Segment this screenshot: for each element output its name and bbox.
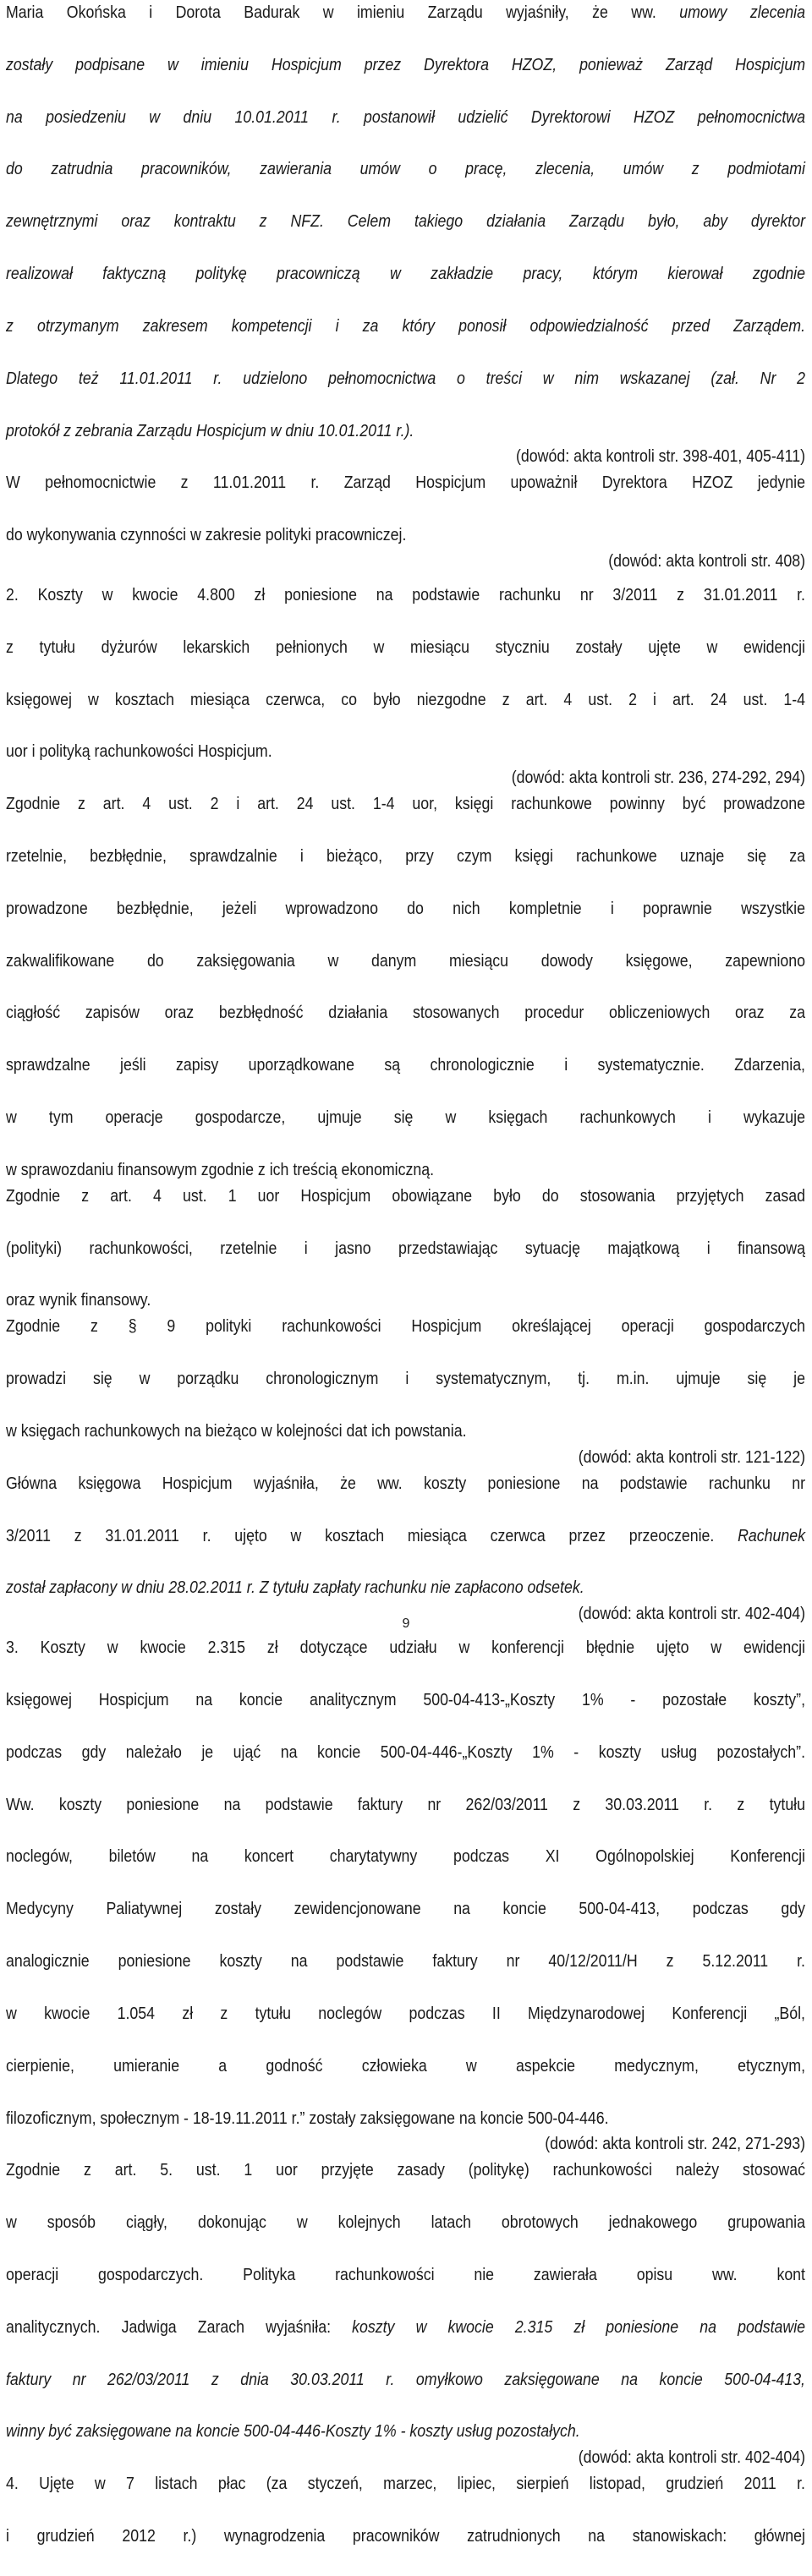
evidence-reference: (dowód: akta kontroli str. 242, 271-293) bbox=[545, 2135, 805, 2154]
text-line: Medycyny Paliatywnej zostały zewidencjonowane na koncie 500-04-413, podczas gdy bbox=[6, 1900, 805, 1919]
document-body bbox=[6, 0, 805, 2576]
text-line: rzetelnie, bezbłędnie, sprawdzalnie i bieżąco, przy czym księgi rachunkowe uznaje się za bbox=[6, 847, 805, 866]
evidence-reference: (dowód: akta kontroli str. 402-404) bbox=[578, 1605, 805, 1624]
text-line: oraz wynik finansowy. bbox=[6, 1291, 151, 1310]
text-line: analogicznie poniesione koszty na podstawie faktury nr 40/12/2011/H z 5.12.2011 r. bbox=[6, 1952, 805, 1972]
evidence-reference: (dowód: akta kontroli str. 402-404) bbox=[578, 2448, 805, 2468]
text-line: 4. Ujęte w 7 listach płac (za styczeń, marzec, lipiec, sierpień listopad, grudzień 2011 r. bbox=[6, 2475, 805, 2494]
text-line: i grudzień 2012 r.) wynagrodzenia pracowników zatrudnionych na stanowiskach: głównej bbox=[6, 2527, 805, 2546]
text-line: analitycznych. Jadwiga Zarach wyjaśniła: koszty w kwocie 2.315 zł poniesione na podstawie bbox=[6, 2317, 806, 2337]
text-line: (polityki) rachunkowości, rzetelnie i jasno przedstawiając sytuację majątkową i finansową bbox=[6, 1239, 805, 1258]
text-line: Zgodnie z § 9 polityki rachunkowości Hospicjum określającej operacji gospodarczych bbox=[6, 1317, 805, 1337]
evidence-reference: (dowód: akta kontroli str. 408) bbox=[608, 552, 805, 572]
text-line: cierpienie, umieranie a godność człowieka w aspekcie medycznym, etycznym, bbox=[6, 2056, 805, 2076]
text-line: Dlatego też 11.01.2011 r. udzielono pełnomocnictwa o treści w nim wskazanej (zał. Nr 2 bbox=[6, 369, 805, 388]
text-line: ciągłość zapisów oraz bezbłędność działania stosowanych procedur obliczeniowych oraz za bbox=[6, 1004, 805, 1023]
text-line: z tytułu dyżurów lekarskich pełnionych w miesiącu styczniu zostały ujęte w ewidencji bbox=[6, 637, 805, 657]
text-line: w kwocie 1.054 zł z tytułu noclegów podczas II Międzynarodowej Konferencji „Ból, bbox=[6, 2004, 805, 2023]
text-line: uor i polityką rachunkowości Hospicjum. bbox=[6, 742, 272, 762]
text-line: noclegów, biletów na koncert charytatywny podczas XI Ogólnopolskiej Konferencji bbox=[6, 1847, 805, 1867]
text-line: podczas gdy należało je ująć na koncie 500-04-446-„Koszty 1% - koszty usług pozostałych”. bbox=[6, 1742, 805, 1762]
text-line: zostały podpisane w imieniu Hospicjum przez Dyrektora HZOZ, ponieważ Zarząd Hospicjum bbox=[6, 55, 805, 74]
text-line: operacji gospodarczych. Polityka rachunkowości nie zawierała opisu ww. kont bbox=[6, 2265, 805, 2284]
text-line: sprawdzalne jeśli zapisy uporządkowane są chronologicznie i systematycznie. Zdarzenia, bbox=[6, 1056, 805, 1075]
page-number: 9 bbox=[402, 1616, 410, 1631]
text-line: w sposób ciągły, dokonując w kolejnych latach obrotowych jednakowego grupowania bbox=[6, 2213, 805, 2233]
text-line: do zatrudnia pracowników, zawierania umów o pracę, zlecenia, umów z podmiotami bbox=[6, 160, 805, 179]
text-line: Zgodnie z art. 4 ust. 2 i art. 24 ust. 1-4 uor, księgi rachunkowe powinny być prowadzone bbox=[6, 795, 805, 814]
text-line: protokół z zebrania Zarządu Hospicjum w dniu 10.01.2011 r.). bbox=[6, 421, 414, 440]
text-line: filozoficznym, społecznym - 18-19.11.2011 r.” zostały zaksięgowane na koncie 500-04-446. bbox=[6, 2108, 609, 2128]
text-line: 2. Koszty w kwocie 4.800 zł poniesione na podstawie rachunku nr 3/2011 z 31.01.2011 r. bbox=[6, 585, 805, 604]
text-line: został zapłacony w dniu 28.02.2011 r. Z tytułu zapłaty rachunku nie zapłacono odsetek. bbox=[6, 1578, 584, 1598]
text-line: Zgodnie z art. 4 ust. 1 uor Hospicjum obowiązane było do stosowania przyjętych zasad bbox=[6, 1186, 805, 1206]
text-line: z otrzymanym zakresem kompetencji i za który ponosił odpowiedzialność przed Zarządem. bbox=[6, 316, 805, 336]
text-line: zewnętrznymi oraz kontraktu z NFZ. Celem takiego działania Zarządu było, aby dyrektor bbox=[6, 212, 805, 232]
text-line: zakwalifikowane do zaksięgowania w danym miesiącu dowody księgowe, zapewniono bbox=[6, 951, 805, 971]
text-line: prowadzone bezbłędnie, jeżeli wprowadzono do nich kompletnie i poprawnie wszystkie bbox=[6, 899, 805, 918]
text-line: na posiedzeniu w dniu 10.01.2011 r. postanowił udzielić Dyrektorowi HZOZ pełnomocnictwa bbox=[6, 107, 805, 127]
text-line: do wykonywania czynności w zakresie polityki pracowniczej. bbox=[6, 526, 407, 545]
text-line: W pełnomocnictwie z 11.01.2011 r. Zarząd Hospicjum upoważnił Dyrektora HZOZ jedynie bbox=[6, 473, 805, 493]
evidence-reference: (dowód: akta kontroli str. 236, 274-292, 294) bbox=[511, 768, 805, 788]
text-line: w sprawozdaniu finansowym zgodnie z ich treścią ekonomiczną. bbox=[6, 1160, 435, 1179]
text-line: Maria Okońska i Dorota Badurak w imieniu Zarządu wyjaśniły, że ww. umowy zlecenia bbox=[6, 3, 805, 22]
text-line: księgowej w kosztach miesiąca czerwca, co było niezgodne z art. 4 ust. 2 i art. 24 ust. 1-4 bbox=[6, 690, 805, 709]
text-line: faktury nr 262/03/2011 z dnia 30.03.2011 r. omyłkowo zaksięgowane na koncie 500-04-413, bbox=[6, 2370, 805, 2389]
evidence-reference: (dowód: akta kontroli str. 398-401, 405-411) bbox=[516, 447, 805, 467]
text-line: Zgodnie z art. 5. ust. 1 uor przyjęte zasady (politykę) rachunkowości należy stosować bbox=[6, 2161, 805, 2180]
evidence-reference: (dowód: akta kontroli str. 121-122) bbox=[578, 1447, 805, 1467]
text-line: Główna księgowa Hospicjum wyjaśniła, że ww. koszty poniesione na podstawie rachunku nr bbox=[6, 1474, 805, 1493]
text-line: 3. Koszty w kwocie 2.315 zł dotyczące udziału w konferencji błędnie ujęto w ewidencji bbox=[6, 1638, 805, 1658]
text-line: winny być zaksięgowane na koncie 500-04-446-Koszty 1% - koszty usług pozostałych. bbox=[6, 2422, 580, 2442]
paragraph-gap bbox=[6, 575, 805, 582]
text-line: 3/2011 z 31.01.2011 r. ujęto w kosztach miesiąca czerwca przez przeoczenie. Rachunek bbox=[6, 1526, 805, 1545]
text-line: księgowej Hospicjum na koncie analitycznym 500-04-413-„Koszty 1% - pozostałe koszty”, bbox=[6, 1691, 805, 1709]
text-line: w księgach rachunkowych na bieżąco w kolejności dat ich powstania. bbox=[6, 1421, 467, 1441]
text-line: w tym operacje gospodarcze, ujmuje się w księgach rachunkowych i wykazuje bbox=[6, 1108, 805, 1128]
text-line: prowadzi się w porządku chronologicznym i systematycznym, tj. m.in. ujmuje się je bbox=[6, 1370, 805, 1389]
text-line: realizował faktyczną politykę pracowniczą w zakładzie pracy, którym kierował zgodnie bbox=[6, 265, 805, 284]
text-line: Ww. koszty poniesione na podstawie faktury nr 262/03/2011 z 30.03.2011 r. z tytułu bbox=[6, 1795, 805, 1814]
